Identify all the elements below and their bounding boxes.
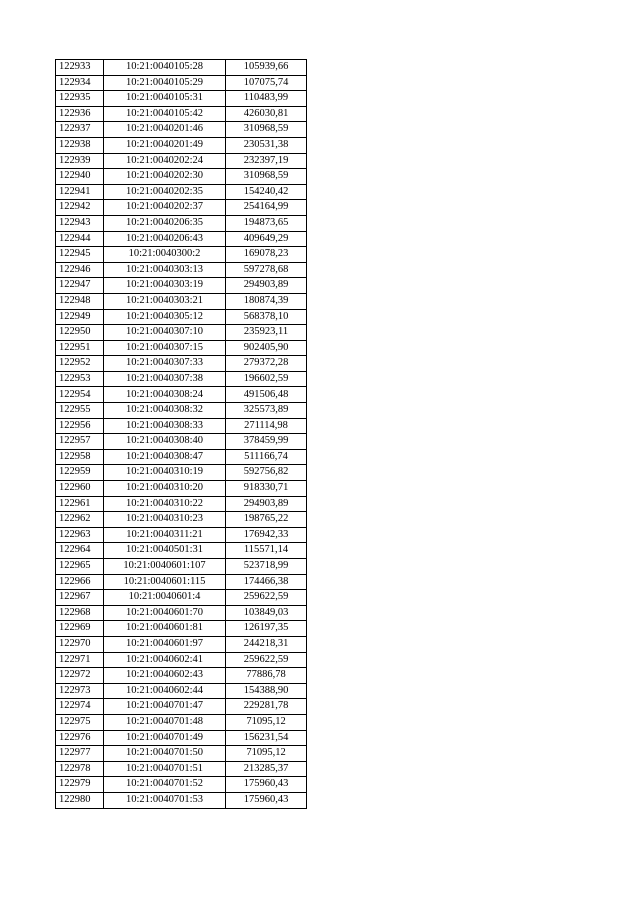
amount-cell: 568378,10 (226, 309, 307, 325)
cadastral-code-cell: 10:21:0040206:43 (104, 231, 226, 247)
cadastral-code-cell: 10:21:0040105:29 (104, 75, 226, 91)
cadastral-code-cell: 10:21:0040300:2 (104, 247, 226, 263)
row-id-cell: 122978 (56, 761, 104, 777)
table-row (56, 574, 307, 590)
row-id-cell: 122966 (56, 574, 104, 590)
row-id-cell: 122942 (56, 200, 104, 216)
table-row (56, 169, 307, 185)
row-id-cell: 122944 (56, 231, 104, 247)
table-row (56, 418, 307, 434)
table-body (56, 60, 307, 809)
table-row (56, 106, 307, 122)
amount-cell: 271114,98 (226, 418, 307, 434)
row-id-cell: 122952 (56, 356, 104, 372)
amount-cell: 154388,90 (226, 683, 307, 699)
row-id-cell: 122937 (56, 122, 104, 138)
table-row (56, 122, 307, 138)
cadastral-code-cell: 10:21:0040310:19 (104, 465, 226, 481)
row-id-cell: 122940 (56, 169, 104, 185)
row-id-cell: 122959 (56, 465, 104, 481)
table-row (56, 403, 307, 419)
amount-cell: 325573,89 (226, 403, 307, 419)
amount-cell: 310968,59 (226, 122, 307, 138)
amount-cell: 156231,54 (226, 730, 307, 746)
cadastral-code-cell: 10:21:0040105:42 (104, 106, 226, 122)
row-id-cell: 122955 (56, 403, 104, 419)
amount-cell: 196602,59 (226, 371, 307, 387)
amount-cell: 409649,29 (226, 231, 307, 247)
cadastral-code-cell: 10:21:0040602:43 (104, 668, 226, 684)
table-row (56, 730, 307, 746)
cadastral-code-cell: 10:21:0040201:49 (104, 137, 226, 153)
cadastral-code-cell: 10:21:0040303:19 (104, 278, 226, 294)
table-row (56, 590, 307, 606)
cadastral-code-cell: 10:21:0040701:53 (104, 792, 226, 808)
cadastral-code-cell: 10:21:0040303:13 (104, 262, 226, 278)
cadastral-code-cell: 10:21:0040307:15 (104, 340, 226, 356)
row-id-cell: 122971 (56, 652, 104, 668)
cadastral-code-cell: 10:21:0040307:33 (104, 356, 226, 372)
table-row (56, 559, 307, 575)
cadastral-code-cell: 10:21:0040601:81 (104, 621, 226, 637)
table-row (56, 434, 307, 450)
amount-cell: 194873,65 (226, 215, 307, 231)
cadastral-code-cell: 10:21:0040311:21 (104, 527, 226, 543)
table-row (56, 668, 307, 684)
table-row (56, 777, 307, 793)
amount-cell: 294903,89 (226, 278, 307, 294)
cadastral-code-cell: 10:21:0040105:28 (104, 60, 226, 76)
cadastral-code-cell: 10:21:0040310:23 (104, 512, 226, 528)
row-id-cell: 122969 (56, 621, 104, 637)
row-id-cell: 122963 (56, 527, 104, 543)
cadastral-code-cell: 10:21:0040701:48 (104, 714, 226, 730)
row-id-cell: 122960 (56, 481, 104, 497)
amount-cell: 229281,78 (226, 699, 307, 715)
table-row (56, 746, 307, 762)
amount-cell: 71095,12 (226, 714, 307, 730)
table-row (56, 465, 307, 481)
amount-cell: 259622,59 (226, 652, 307, 668)
row-id-cell: 122976 (56, 730, 104, 746)
amount-cell: 230531,38 (226, 137, 307, 153)
cadastral-code-cell: 10:21:0040308:47 (104, 449, 226, 465)
cadastral-code-cell: 10:21:0040310:22 (104, 496, 226, 512)
table-row (56, 278, 307, 294)
row-id-cell: 122962 (56, 512, 104, 528)
amount-cell: 232397,19 (226, 153, 307, 169)
table-row (56, 683, 307, 699)
table-row (56, 340, 307, 356)
table-row (56, 543, 307, 559)
amount-cell: 110483,99 (226, 91, 307, 107)
amount-cell: 77886,78 (226, 668, 307, 684)
table-row (56, 699, 307, 715)
row-id-cell: 122943 (56, 215, 104, 231)
table-row (56, 153, 307, 169)
amount-cell: 126197,35 (226, 621, 307, 637)
cadastral-code-cell: 10:21:0040308:32 (104, 403, 226, 419)
table-row (56, 356, 307, 372)
row-id-cell: 122961 (56, 496, 104, 512)
amount-cell: 198765,22 (226, 512, 307, 528)
table-row (56, 714, 307, 730)
cadastral-code-cell: 10:21:0040305:12 (104, 309, 226, 325)
amount-cell: 244218,31 (226, 636, 307, 652)
row-id-cell: 122938 (56, 137, 104, 153)
table-row (56, 481, 307, 497)
cadastral-code-cell: 10:21:0040206:35 (104, 215, 226, 231)
cadastral-code-cell: 10:21:0040307:38 (104, 371, 226, 387)
table-row (56, 247, 307, 263)
row-id-cell: 122946 (56, 262, 104, 278)
cadastral-code-cell: 10:21:0040601:97 (104, 636, 226, 652)
table-row (56, 262, 307, 278)
amount-cell: 71095,12 (226, 746, 307, 762)
row-id-cell: 122967 (56, 590, 104, 606)
row-id-cell: 122939 (56, 153, 104, 169)
table-row (56, 293, 307, 309)
amount-cell: 174466,38 (226, 574, 307, 590)
amount-cell: 259622,59 (226, 590, 307, 606)
amount-cell: 294903,89 (226, 496, 307, 512)
row-id-cell: 122957 (56, 434, 104, 450)
cadastral-code-cell: 10:21:0040601:107 (104, 559, 226, 575)
cadastral-code-cell: 10:21:0040308:33 (104, 418, 226, 434)
amount-cell: 115571,14 (226, 543, 307, 559)
table-row (56, 184, 307, 200)
row-id-cell: 122965 (56, 559, 104, 575)
amount-cell: 378459,99 (226, 434, 307, 450)
amount-cell: 597278,68 (226, 262, 307, 278)
table-row (56, 636, 307, 652)
amount-cell: 902405,90 (226, 340, 307, 356)
table-row (56, 605, 307, 621)
cadastral-code-cell: 10:21:0040308:40 (104, 434, 226, 450)
table-row (56, 75, 307, 91)
table-row (56, 792, 307, 808)
row-id-cell: 122979 (56, 777, 104, 793)
amount-cell: 491506,48 (226, 387, 307, 403)
table-row (56, 621, 307, 637)
cadastral-code-cell: 10:21:0040701:51 (104, 761, 226, 777)
table-row (56, 231, 307, 247)
table-row (56, 91, 307, 107)
cadastral-code-cell: 10:21:0040202:37 (104, 200, 226, 216)
row-id-cell: 122941 (56, 184, 104, 200)
cadastral-code-cell: 10:21:0040501:31 (104, 543, 226, 559)
table-row (56, 761, 307, 777)
cadastral-code-cell: 10:21:0040701:47 (104, 699, 226, 715)
table-row (56, 496, 307, 512)
amount-cell: 169078,23 (226, 247, 307, 263)
cadastral-code-cell: 10:21:0040701:50 (104, 746, 226, 762)
table-row (56, 325, 307, 341)
row-id-cell: 122934 (56, 75, 104, 91)
row-id-cell: 122954 (56, 387, 104, 403)
row-id-cell: 122945 (56, 247, 104, 263)
cadastral-code-cell: 10:21:0040303:21 (104, 293, 226, 309)
row-id-cell: 122949 (56, 309, 104, 325)
row-id-cell: 122951 (56, 340, 104, 356)
row-id-cell: 122970 (56, 636, 104, 652)
table-row (56, 512, 307, 528)
cadastral-code-cell: 10:21:0040202:24 (104, 153, 226, 169)
amount-cell: 918330,71 (226, 481, 307, 497)
cadastral-code-cell: 10:21:0040601:4 (104, 590, 226, 606)
row-id-cell: 122977 (56, 746, 104, 762)
amount-cell: 523718,99 (226, 559, 307, 575)
data-table (55, 59, 307, 809)
table-row (56, 387, 307, 403)
cadastral-code-cell: 10:21:0040307:10 (104, 325, 226, 341)
row-id-cell: 122947 (56, 278, 104, 294)
row-id-cell: 122933 (56, 60, 104, 76)
cadastral-code-cell: 10:21:0040601:70 (104, 605, 226, 621)
cadastral-code-cell: 10:21:0040201:46 (104, 122, 226, 138)
amount-cell: 592756,82 (226, 465, 307, 481)
row-id-cell: 122980 (56, 792, 104, 808)
table-row (56, 200, 307, 216)
row-id-cell: 122975 (56, 714, 104, 730)
amount-cell: 235923,11 (226, 325, 307, 341)
amount-cell: 107075,74 (226, 75, 307, 91)
row-id-cell: 122935 (56, 91, 104, 107)
row-id-cell: 122956 (56, 418, 104, 434)
amount-cell: 105939,66 (226, 60, 307, 76)
amount-cell: 426030,81 (226, 106, 307, 122)
cadastral-code-cell: 10:21:0040308:24 (104, 387, 226, 403)
amount-cell: 310968,59 (226, 169, 307, 185)
row-id-cell: 122974 (56, 699, 104, 715)
row-id-cell: 122953 (56, 371, 104, 387)
table-row (56, 527, 307, 543)
amount-cell: 511166,74 (226, 449, 307, 465)
table-row (56, 371, 307, 387)
table-row (56, 449, 307, 465)
amount-cell: 176942,33 (226, 527, 307, 543)
cadastral-code-cell: 10:21:0040202:35 (104, 184, 226, 200)
cadastral-code-cell: 10:21:0040105:31 (104, 91, 226, 107)
cadastral-code-cell: 10:21:0040602:41 (104, 652, 226, 668)
row-id-cell: 122972 (56, 668, 104, 684)
cadastral-code-cell: 10:21:0040202:30 (104, 169, 226, 185)
table-row (56, 137, 307, 153)
amount-cell: 180874,39 (226, 293, 307, 309)
amount-cell: 254164,99 (226, 200, 307, 216)
amount-cell: 279372,28 (226, 356, 307, 372)
amount-cell: 154240,42 (226, 184, 307, 200)
table-row (56, 60, 307, 76)
row-id-cell: 122948 (56, 293, 104, 309)
row-id-cell: 122936 (56, 106, 104, 122)
amount-cell: 103849,03 (226, 605, 307, 621)
row-id-cell: 122973 (56, 683, 104, 699)
amount-cell: 175960,43 (226, 777, 307, 793)
row-id-cell: 122964 (56, 543, 104, 559)
table-row (56, 215, 307, 231)
row-id-cell: 122950 (56, 325, 104, 341)
table-row (56, 652, 307, 668)
cadastral-code-cell: 10:21:0040601:115 (104, 574, 226, 590)
cadastral-code-cell: 10:21:0040310:20 (104, 481, 226, 497)
table-row (56, 309, 307, 325)
amount-cell: 175960,43 (226, 792, 307, 808)
cadastral-code-cell: 10:21:0040602:44 (104, 683, 226, 699)
row-id-cell: 122958 (56, 449, 104, 465)
amount-cell: 213285,37 (226, 761, 307, 777)
cadastral-code-cell: 10:21:0040701:49 (104, 730, 226, 746)
cadastral-code-cell: 10:21:0040701:52 (104, 777, 226, 793)
row-id-cell: 122968 (56, 605, 104, 621)
